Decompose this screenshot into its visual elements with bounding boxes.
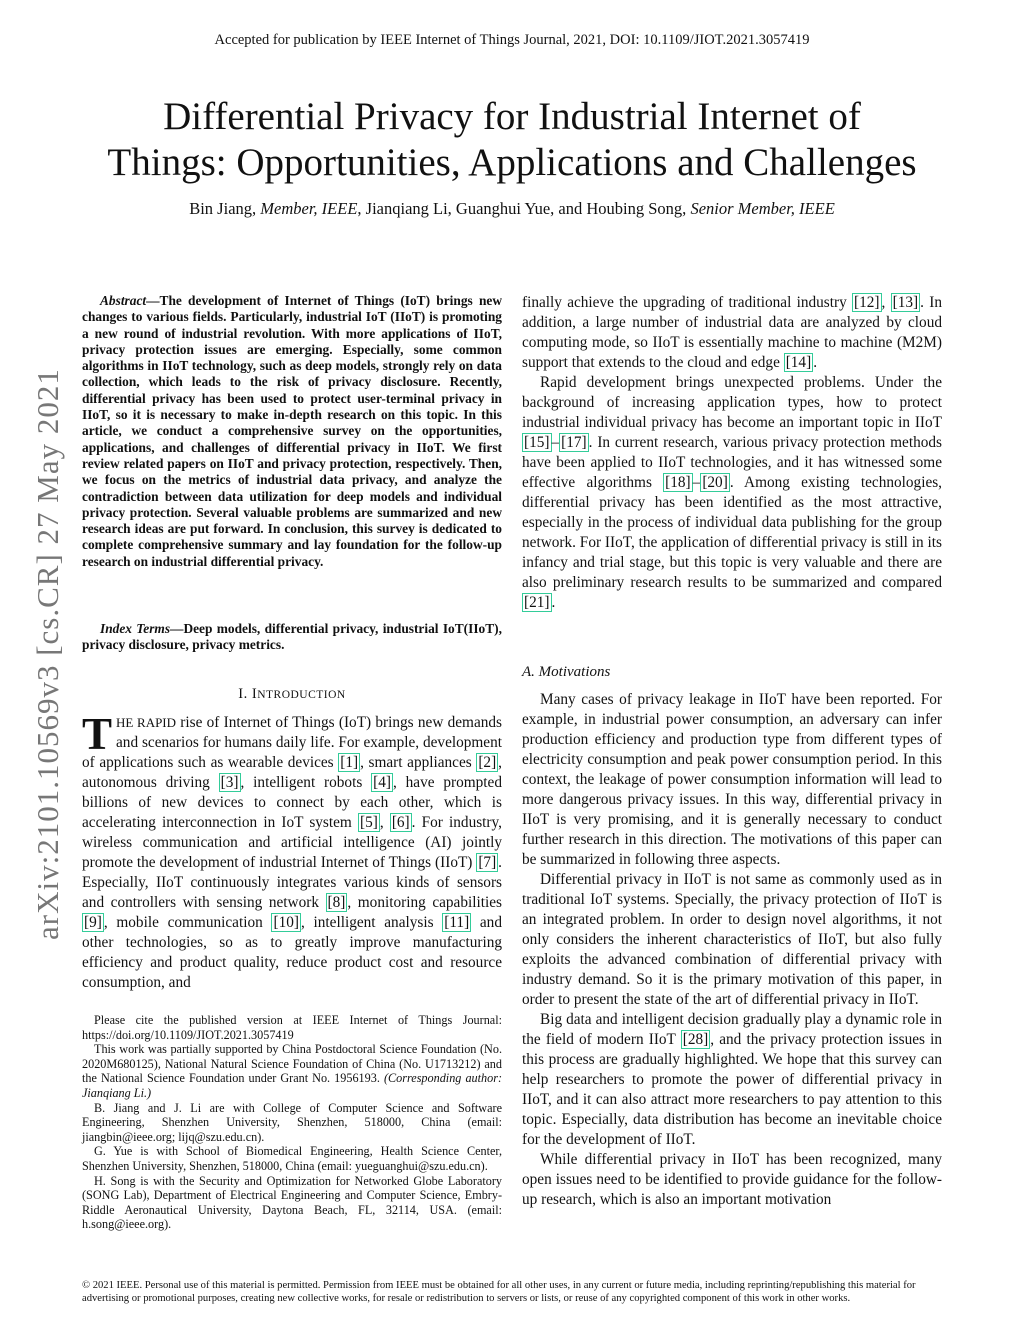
index-terms-text: —Deep models, differential privacy, industrial IoT(IIoT), privacy disclosure, privacy metrics. bbox=[82, 621, 502, 653]
citation-link[interactable]: [15] bbox=[524, 434, 550, 451]
motivations-section bbox=[522, 690, 942, 1210]
arxiv-sidebar-id: arXiv:2101.10569v3 [cs.CR] 27 May 2021 bbox=[30, 368, 65, 940]
title-line-1: Differential Privacy for Industrial Internet of bbox=[163, 95, 861, 138]
section-heading-introduction bbox=[82, 686, 502, 703]
citation-link[interactable]: [3] bbox=[220, 774, 239, 791]
section-number: I. bbox=[238, 686, 252, 702]
citation-link[interactable]: [18] bbox=[665, 474, 691, 491]
citation-link[interactable]: [7] bbox=[478, 854, 497, 871]
author-names-1: Bin Jiang, bbox=[189, 199, 261, 218]
footnotes bbox=[82, 1013, 502, 1232]
motivations-paragraph-2: Differential privacy in IIoT is not same as commonly used as in traditional IoT systems. Specially, the privacy protection of IIoT is an integrated problem. In order to design novel algorithms, it not only considers the inherent characteristics of IIoT, but also fully exploits the advanced combination of differential privacy with industry demand. So it is the primary motivation of this paper, in order to present the state of the art of differential privacy in IIoT. bbox=[522, 871, 942, 1008]
motivations-paragraph-3: Big data and intelligent decision gradually play a dynamic role in the field of modern IIoT [28] , and the privacy protection issues in this process are gradually highlighted. We hope that this survey can help researchers to promote the power of differential privacy in IIoT, and it can also attract more researchers to pay attention to this topic. Especially, data distribution has become an inevitable choice for the development of IIoT. bbox=[522, 1011, 942, 1148]
citation-link[interactable]: [9] bbox=[84, 914, 102, 931]
citation-link[interactable]: [11] bbox=[444, 914, 470, 931]
author-role-2: Senior Member, IEEE bbox=[690, 199, 835, 218]
citation-link[interactable]: [12] bbox=[854, 294, 880, 311]
dropcap-letter: T bbox=[82, 709, 113, 759]
citation-link[interactable]: [1] bbox=[340, 754, 359, 771]
abstract-text: —The development of Internet of Things (IoT) brings new changes to various fields. Particularly, industrial IoT (IIoT) is promoting a new round of industrial revolution. With more applications of IIoT, privacy protection issues are emerging. Especially, some common algorithms in IIoT technology, such as deep models, strongly rely on data collection, which leads to the risk of privacy disclosure. Recently, differential privacy has been used to protect user-terminal privacy in IIoT, so it is necessary to make in-depth research on this topic. In this article, we conduct a comprehensive survey on the opportunities, applications, and challenges of differential privacy in IIoT. We first review related papers on IIoT and privacy protection, respectively. Then, we focus on the metrics of industrial data privacy, and analyze the contradiction between data utilization for deep models and individual privacy protection. Several valuable problems are summarized and new research ideas are put forward. In conclusion, this survey is dedicated to complete comprehensive summary and lay foundation for the follow-up research on industrial differential privacy. bbox=[82, 293, 502, 569]
citation-link[interactable]: [28] bbox=[682, 1031, 709, 1048]
introduction-paragraph bbox=[82, 709, 503, 993]
intro-text: THE RAPID rise of Internet of Things (IoT) brings new demands and scenarios for humans daily life. For example, development of applications such as wearable devices [1] , smart appliances [2] , autonomous driving [3] , intelligent robots [4] , have prompted billions of new devices to connect by each other, which is accelerating interconnection in IoT system [5] , [6] . For industry, wireless communication and artificial intelligence (AI) jointly promote the development of industrial Internet of Things (IIoT) [7] . Especially, IIoT continuously integrates various kinds of sensors and controllers with sensing network [8] , monitoring capabilities [9] , mobile communication [10] , intelligent analysis [11] and other technologies, so as to greatly improve manufacturing efficiency and product quality, reduce product cost and resource consumption, and bbox=[82, 709, 503, 991]
abstract-label: Abstract bbox=[100, 293, 147, 308]
citation-link[interactable]: [10] bbox=[273, 914, 299, 931]
citation-link[interactable]: [6] bbox=[391, 814, 410, 831]
footnote-affiliation-2: G. Yue is with School of Biomedical Engineering, Health Science Center, Shenzhen University, Shenzhen, 518000, China (email: yueguanghui@szu.edu.cn). bbox=[82, 1144, 502, 1173]
intro-paragraph-continued: finally achieve the upgrading of traditional industry [12] , [13] . In addition, a large number of industrial data are analyzed by cloud computing mode, so IIoT is essentially machine to machine (M2M) support that extends to the cloud and edge [14] . bbox=[522, 294, 942, 371]
section-title-rest: NTRODUCTION bbox=[257, 689, 346, 701]
index-terms bbox=[82, 621, 502, 654]
author-list bbox=[40, 199, 984, 219]
footnote-affiliation-1: B. Jiang and J. Li are with College of Computer Science and Software Engineering, Shenzhen University, Shenzhen, 518000, China (email: jiangbin@ieee.org; lijq@szu.edu.cn). bbox=[82, 1100, 502, 1144]
citation-link[interactable]: [4] bbox=[373, 774, 391, 791]
footnote-funding: This work was partially supported by China Postdoctoral Science Foundation (No. 2020M680125), National Natural Science Foundation of China (No. U1713212) and the National Science Foundation under Grant No. 1956193. (Corresponding author: Jianqiang Li.) bbox=[82, 1042, 503, 1100]
intro-continued bbox=[522, 293, 942, 613]
subsection-heading-motivations: A. Motivations bbox=[522, 664, 611, 680]
citation-link[interactable]: [20] bbox=[702, 474, 728, 491]
author-names-2: , Jianqiang Li, Guanghui Yue, and Houbing Song, bbox=[357, 199, 691, 218]
citation-link[interactable]: [8] bbox=[327, 894, 346, 911]
citation-link[interactable]: [21] bbox=[524, 594, 550, 611]
section-title-initial: I bbox=[251, 686, 258, 702]
paper-title bbox=[40, 94, 984, 186]
intro-paragraph-2: Rapid development brings unexpected problems. Under the background of increasing application types, how to protect industrial individual privacy has become an important topic in IIoT [15] – [17] . In current research, various privacy protection methods have been applied to IIoT technologies, and it has witnessed some effective algorithms [18] – [20] . Among existing technologies, differential privacy has been identified as the most attractive, especially in the process of individual data publishing for the group network. For IIoT, the application of differential privacy is still in its infancy and trial stage, but this topic is very valuable and there are also preliminary research results to be summarized and compared [21] . bbox=[522, 374, 943, 611]
footnote-affiliation-3: H. Song is with the Security and Optimization for Networked Globe Laboratory (SONG Lab), Department of Electrical Engineering and Computer Science, Embry-Riddle Aeronautical University, Daytona Beach, FL, 32114, USA. (email: h.song@ieee.org). bbox=[82, 1173, 502, 1232]
citation-link[interactable]: [14] bbox=[785, 354, 812, 371]
citation-link[interactable]: [5] bbox=[359, 814, 378, 831]
journal-header-note: Accepted for publication by IEEE Internet of Things Journal, 2021, DOI: 10.1109/JIOT.2021.3057419 bbox=[214, 32, 810, 48]
citation-link[interactable]: [13] bbox=[892, 294, 919, 311]
citation-link[interactable]: [17] bbox=[561, 434, 587, 451]
motivations-paragraph-4: While differential privacy in IIoT has been recognized, many open issues need to be identified to provide guidance for the follow-up research, which is also an important motivation bbox=[522, 1151, 942, 1208]
abstract bbox=[82, 293, 502, 570]
author-role-1: Member, IEEE bbox=[260, 199, 358, 218]
copyright-notice: © 2021 IEEE. Personal use of this material is permitted. Permission from IEEE must be obtained for all other uses, in any current or future media, including reprinting/republishing this material for advertising or promotional purposes, creating new collective works, for resale or redistribution to servers or lists, or reuse of any copyrighted component of this work in other works. bbox=[82, 1280, 916, 1304]
title-line-2: Things: Opportunities, Applications and Challenges bbox=[107, 141, 917, 184]
citation-link[interactable]: [2] bbox=[478, 754, 497, 771]
index-terms-label: Index Terms bbox=[100, 621, 171, 636]
motivations-paragraph-1: Many cases of privacy leakage in IIoT have been reported. For example, in industrial power consumption, an adversary can infer production efficiency and production type from different types of electricity consumption and peak power consumption period. In this context, the leakage of power consumption information will lead to more dangerous privacy issues. In this way, differential privacy in IIoT is very promising, and it is generally necessary to conduct further research in this direction. The motivations of this paper can be summarized in following three aspects. bbox=[522, 691, 942, 868]
footnote-cite: Please cite the published version at IEEE Internet of Things Journal: https://doi.org/10.1109/JIOT.2021.3057419 bbox=[82, 1013, 502, 1042]
